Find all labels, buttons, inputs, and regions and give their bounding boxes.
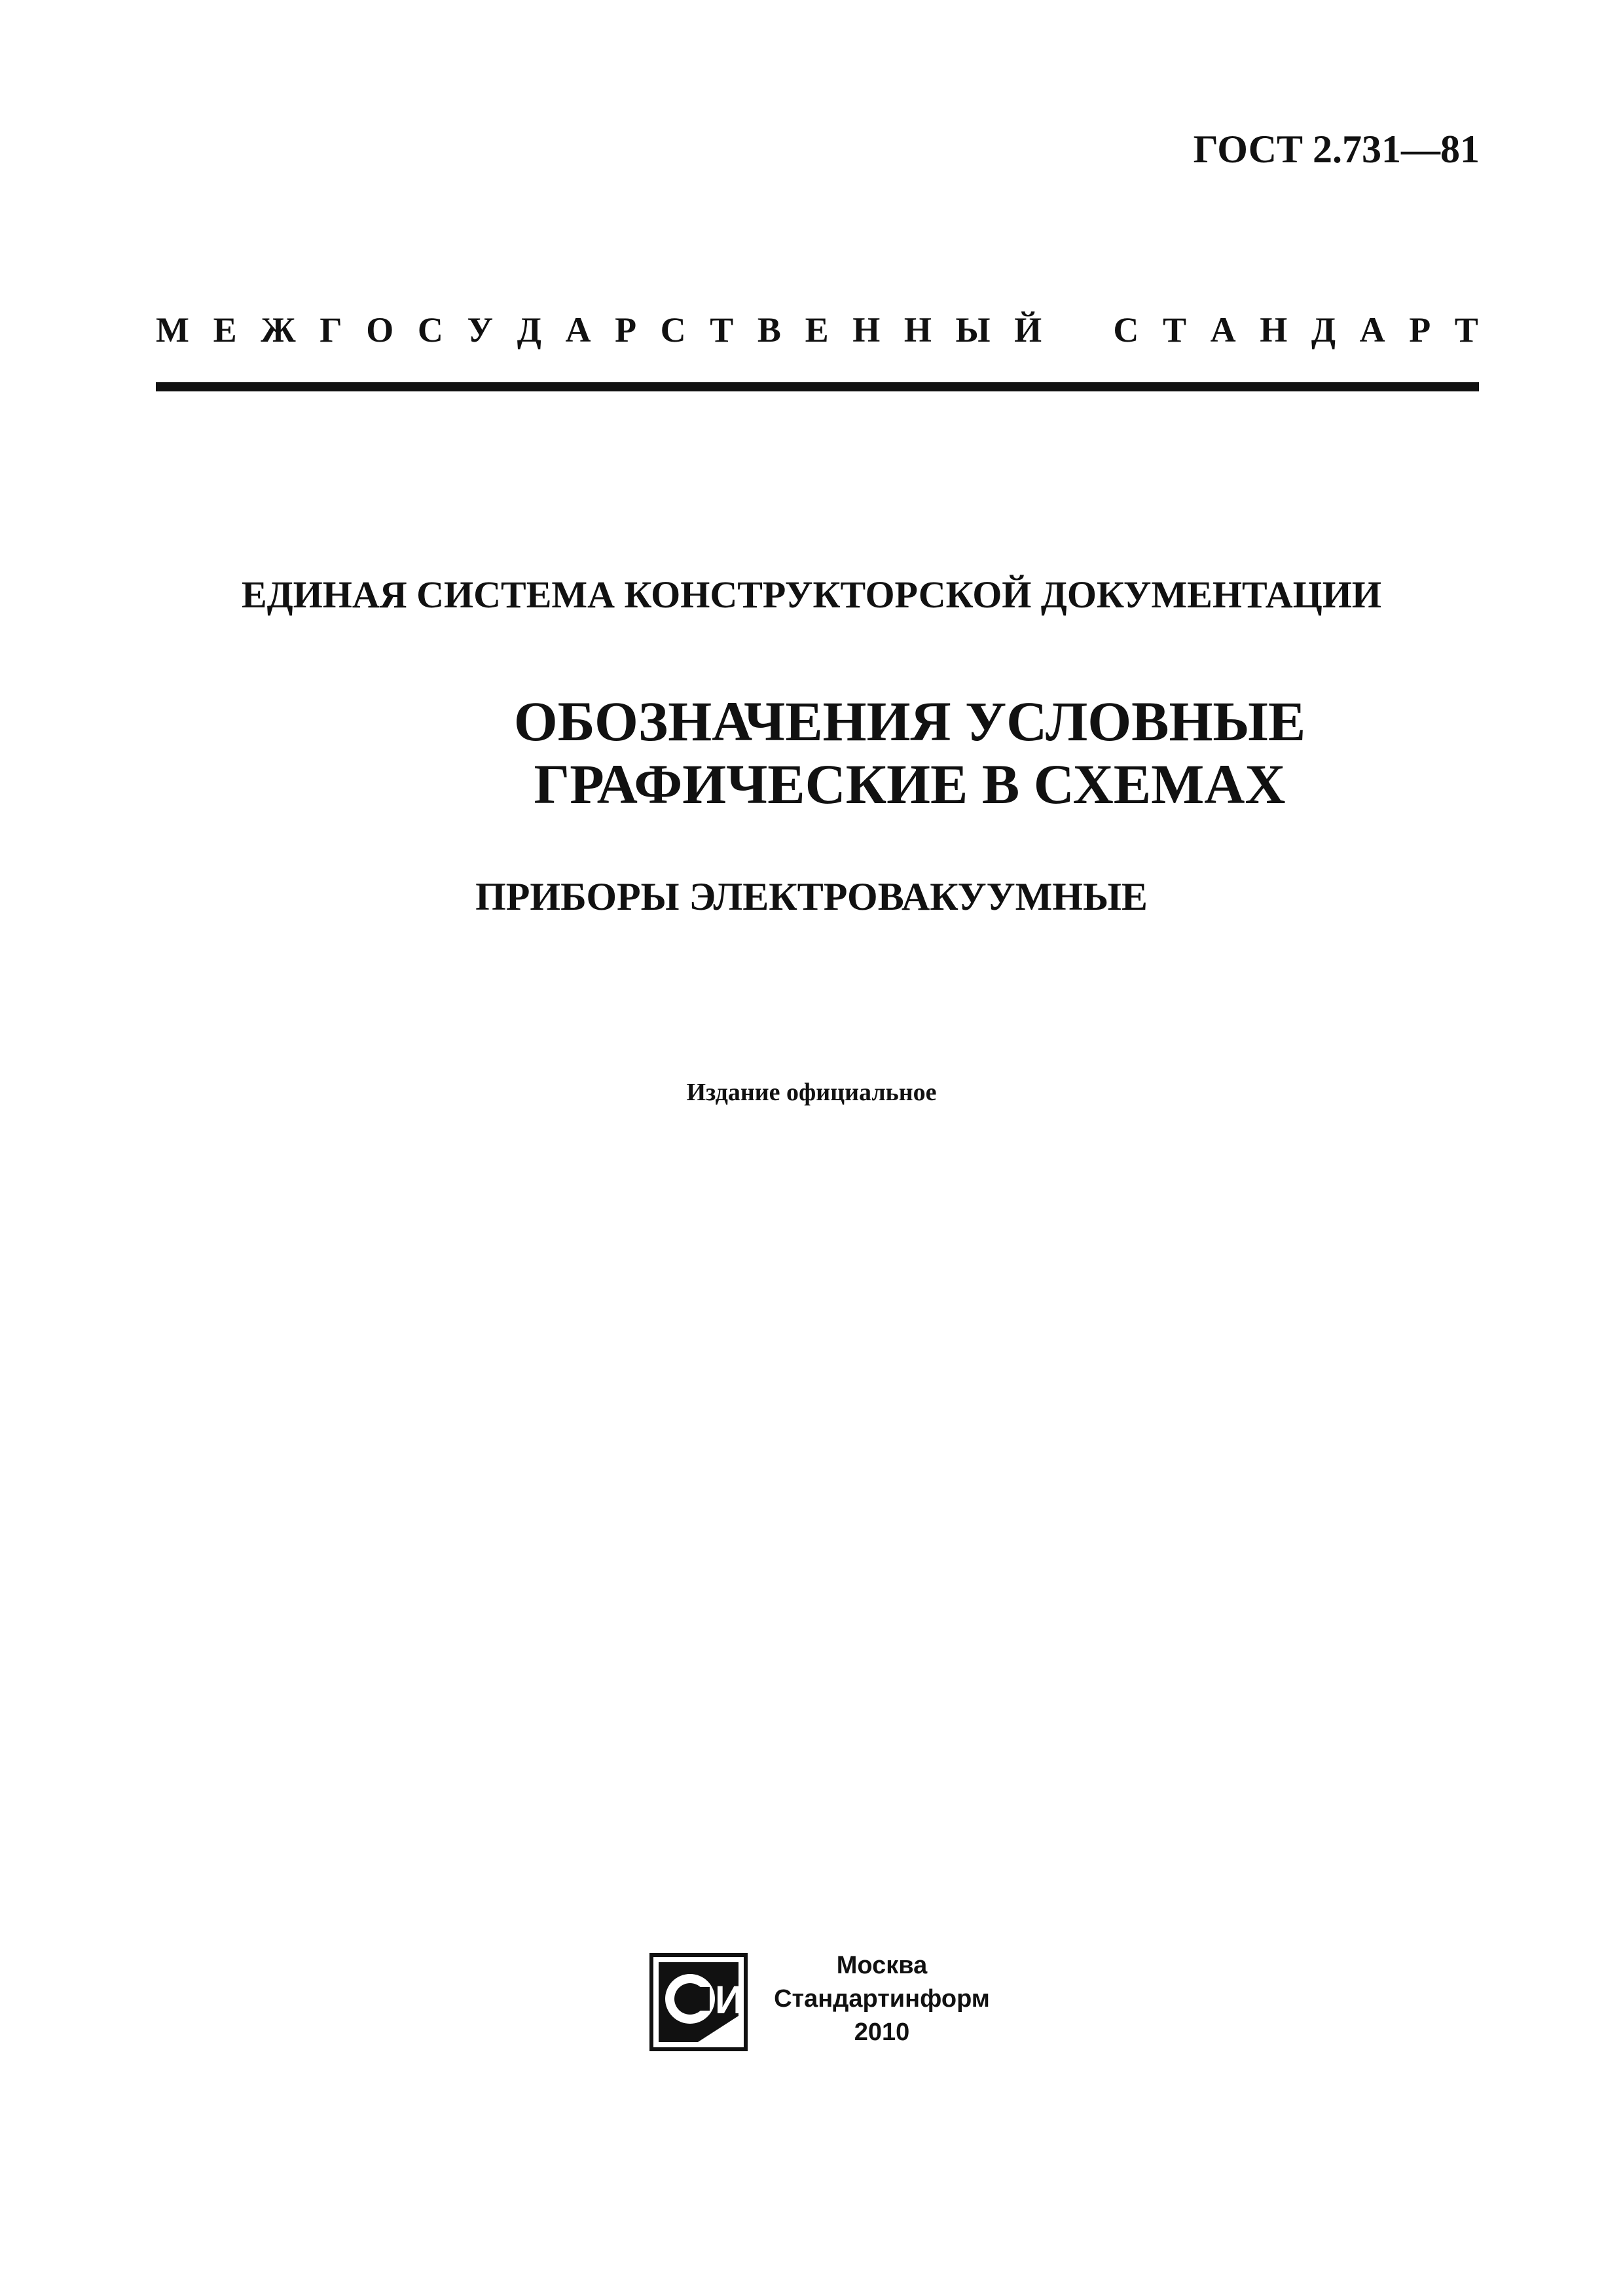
header-divider [156, 382, 1479, 391]
main-title-line-1: ОБОЗНАЧЕНИЯ УСЛОВНЫЕ [513, 690, 1306, 753]
heading-letter: Н [903, 310, 932, 350]
system-title: ЕДИНАЯ СИСТЕМА КОНСТРУКТОРСКОЙ ДОКУМЕНТАЦИИ [242, 573, 1381, 616]
heading-letter: Н [1260, 310, 1288, 350]
heading-letter: Е [213, 310, 237, 350]
publisher-text [774, 1949, 990, 2049]
publication-year: 2010 [854, 2018, 910, 2046]
standartinform-logo-icon [649, 1953, 748, 2051]
heading-letter: У [467, 310, 494, 350]
heading-letter: О [366, 310, 394, 350]
subtitle: ПРИБОРЫ ЭЛЕКТРОВАКУУМНЫЕ [475, 875, 1148, 918]
heading-letter: В [757, 310, 781, 350]
heading-letter: Ы [955, 310, 991, 350]
heading-letter: С [1113, 310, 1139, 350]
heading-letter: Д [517, 310, 541, 350]
heading-letter: Т [710, 310, 734, 350]
standard-number: ГОСТ 2.731—81 [1193, 128, 1480, 171]
edition-label: Издание официальное [686, 1079, 937, 1106]
interstate-standard-heading [156, 306, 1478, 353]
svg-text:И: И [715, 1978, 744, 2022]
publisher-city: Москва [836, 1952, 928, 1979]
publisher-block [649, 1949, 1016, 2054]
publisher-name: Стандартинформ [774, 1985, 990, 2013]
heading-letter: А [1210, 310, 1236, 350]
heading-letter: А [1359, 310, 1385, 350]
heading-letter: Р [615, 310, 637, 350]
heading-letter: Ж [261, 310, 296, 350]
heading-letter: Д [1311, 310, 1336, 350]
main-title-line-2: ГРАФИЧЕСКИЕ В СХЕМАХ [534, 753, 1286, 816]
main-title [98, 690, 1623, 816]
heading-letter: Т [1454, 310, 1478, 350]
heading-letter: Т [1162, 310, 1186, 350]
heading-letter: Н [852, 310, 881, 350]
heading-letter: А [565, 310, 591, 350]
heading-letter: Р [1409, 310, 1431, 350]
heading-letter: М [156, 310, 189, 350]
heading-letter: Е [805, 310, 829, 350]
heading-letter: Й [1014, 310, 1042, 350]
heading-letter: С [417, 310, 443, 350]
heading-letter: С [660, 310, 686, 350]
heading-letter: Г [319, 310, 342, 350]
